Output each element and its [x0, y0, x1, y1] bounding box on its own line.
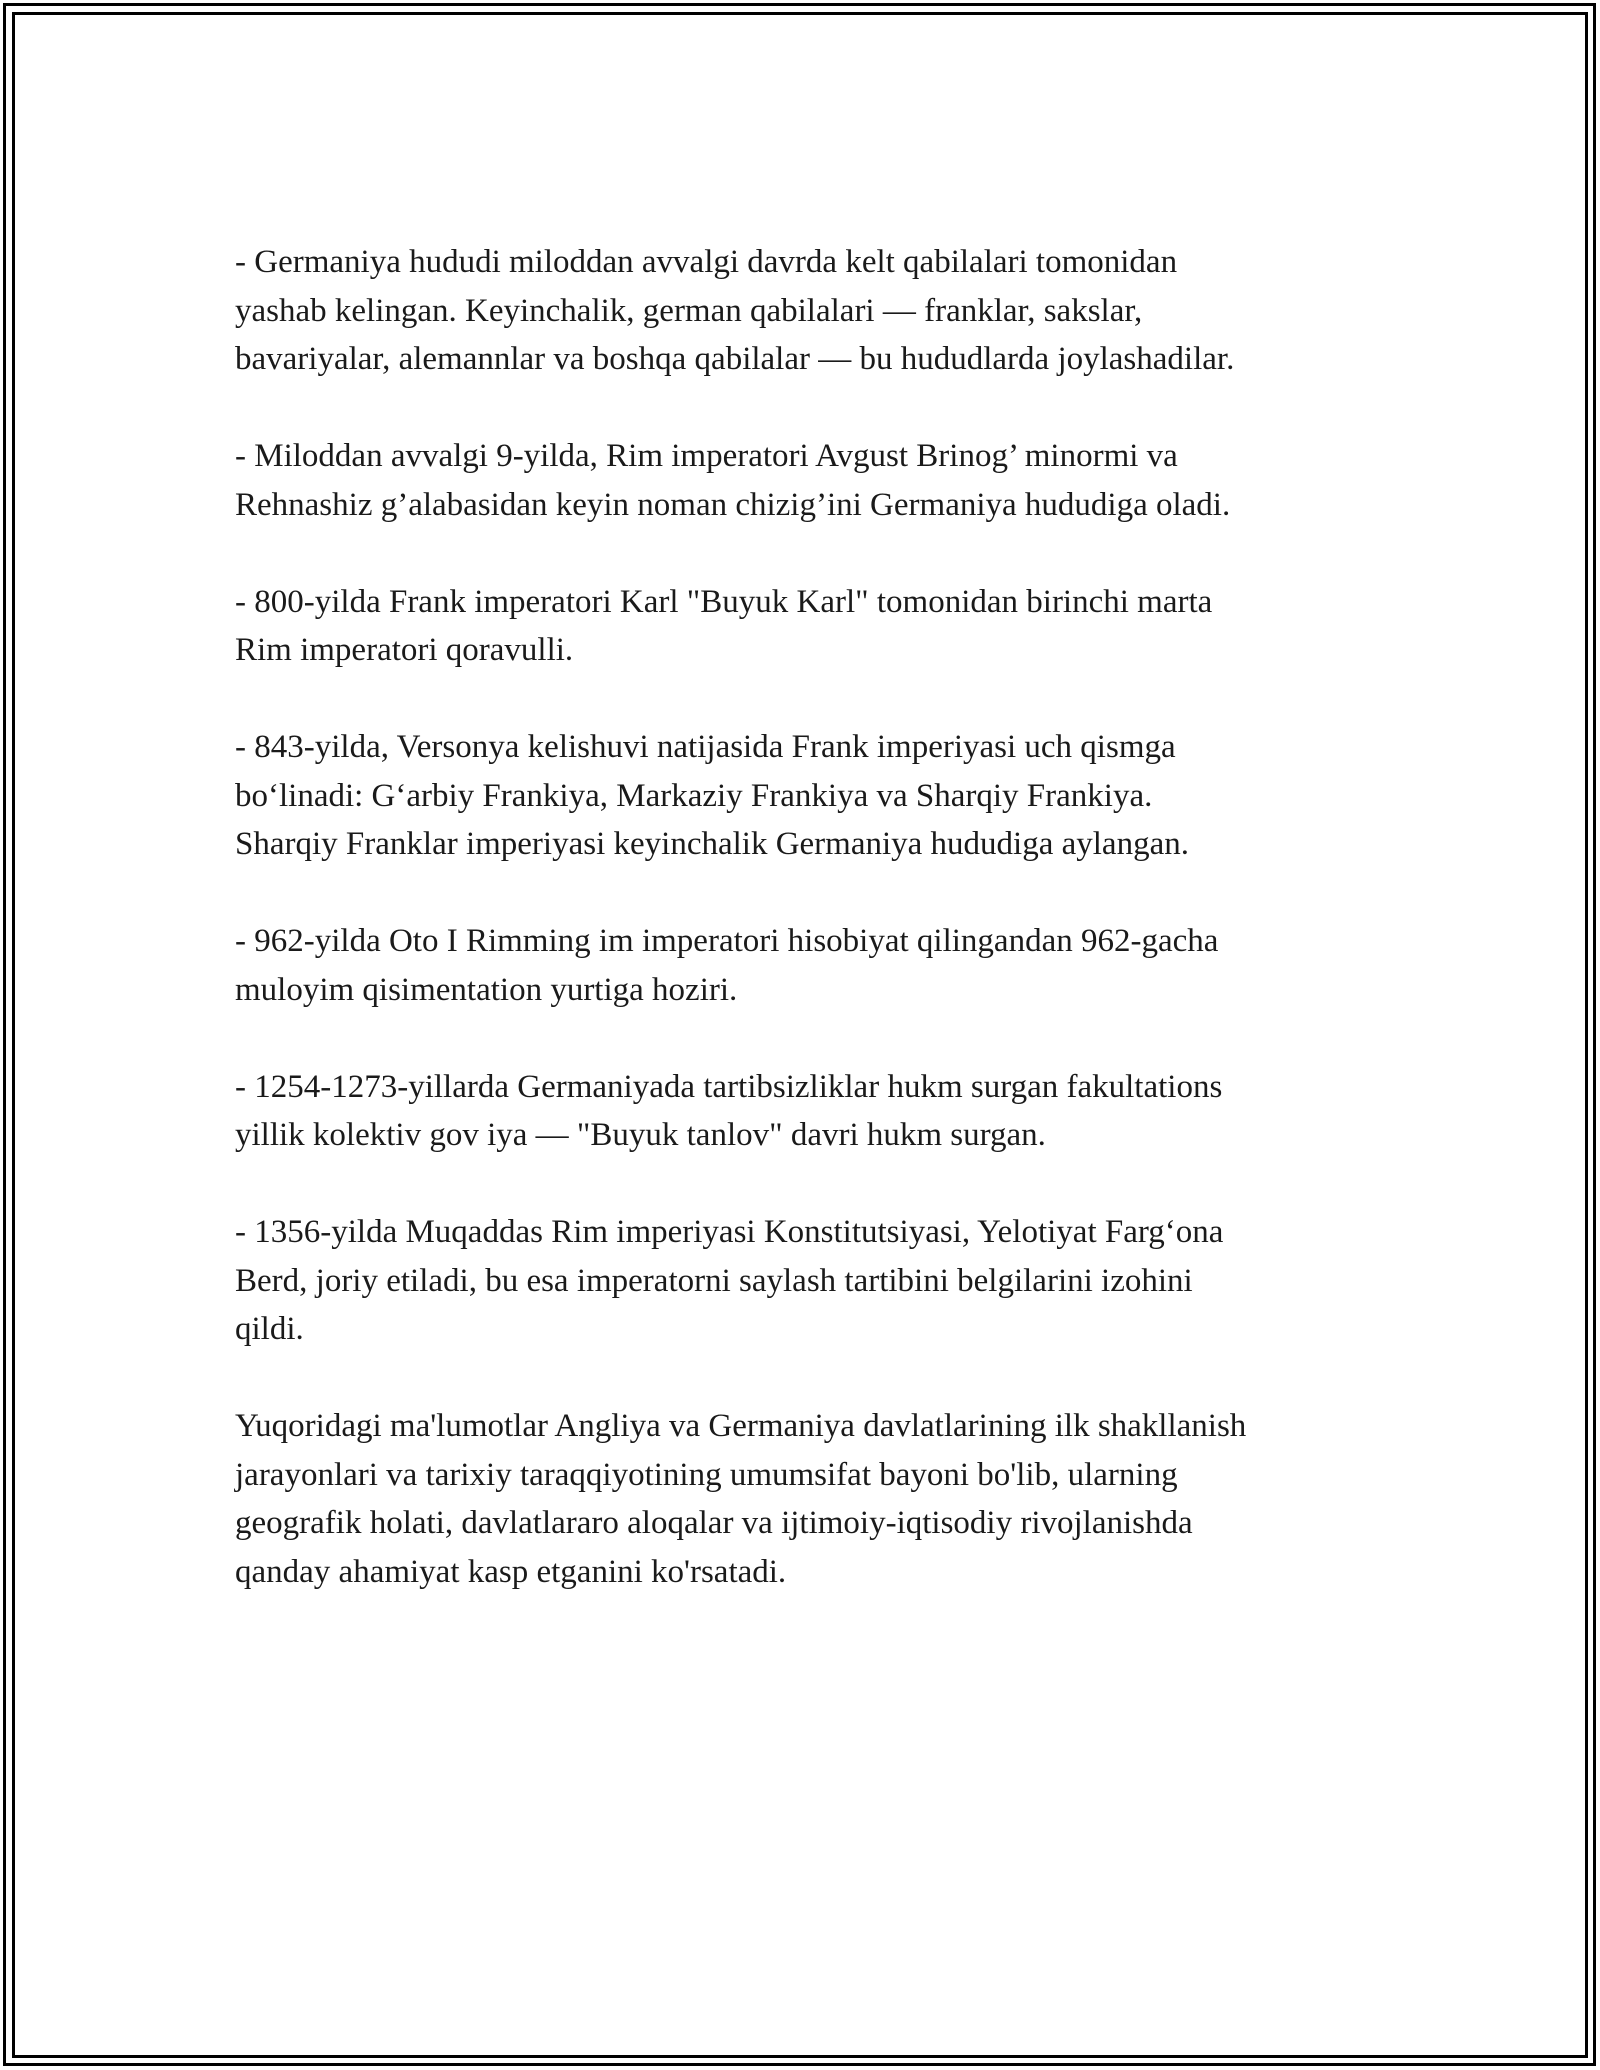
- text-line: Yuqoridagi ma'lumotlar Angliya va Germaniya davlatlarining ilk shakllanish: [235, 1408, 1247, 1444]
- text-line: qanday ahamiyat kasp etganini ko'rsatadi.: [235, 1553, 787, 1590]
- text-line: - 1254-1273-yillarda Germaniyada tartibsizliklar hukm surgan fakultations: [235, 1068, 1223, 1105]
- text-line: qildi.: [235, 1311, 304, 1347]
- text-line: - 843-yilda, Versonya kelishuvi natijasida Frank imperiyasi uch qismga: [235, 729, 1176, 765]
- paragraph-800: [235, 578, 1385, 675]
- text-line: - 1356-yilda Muqaddas Rim imperiyasi Konstitutsiyasi, Yelotiyat Farg‘ona: [235, 1214, 1224, 1250]
- paragraph-9-ad: [235, 432, 1385, 529]
- paragraph-germanic-tribes: [235, 238, 1385, 384]
- text-line: - Miloddan avvalgi 9-yilda, Rim imperatori Avgust Brinog’ minormi va: [235, 438, 1178, 474]
- text-line: jarayonlari va tarixiy taraqqiyotining umumsifat bayoni bo'lib, ularning: [235, 1456, 1178, 1493]
- text-line: yillik kolektiv gov iya — "Buyuk tanlov" davri hukm surgan.: [235, 1117, 1046, 1153]
- text-line: Sharqiy Franklar imperiyasi keyinchalik Germaniya hududiga aylangan.: [235, 826, 1189, 862]
- text-line: Rehnashiz g’alabasidan keyin noman chizig’ini Germaniya hududiga oladi.: [235, 486, 1231, 523]
- text-line: - 800-yilda Frank imperatori Karl "Buyuk Karl" tomonidan birinchi marta: [235, 583, 1213, 620]
- text-line: bavariyalar, alemannlar va boshqa qabilalar — bu hududlarda joylashadilar.: [235, 341, 1235, 377]
- document-body: [235, 238, 1385, 1596]
- paragraph-conclusion: [235, 1402, 1385, 1596]
- text-line: geografik holati, davlatlararo aloqalar va ijtimoiy-iqtisodiy rivojlanishda: [235, 1505, 1193, 1541]
- paragraph-843: [235, 723, 1385, 869]
- paragraph-1254-1273: [235, 1063, 1385, 1160]
- text-line: Berd, joriy etiladi, bu esa imperatorni saylash tartibini belgilarini izohini: [235, 1262, 1193, 1299]
- text-line: Rim imperatori qoravulli.: [235, 632, 574, 668]
- text-line: bo‘linadi: G‘arbiy Frankiya, Markaziy Frankiya va Sharqiy Frankiya.: [235, 777, 1153, 814]
- paragraph-962: [235, 917, 1385, 1014]
- text-line: muloyim qisimentation yurtiga hoziri.: [235, 971, 738, 1008]
- text-line: yashab kelingan. Keyinchalik, german qabilalari — franklar, sakslar,: [235, 292, 1143, 329]
- paragraph-1356: [235, 1208, 1385, 1354]
- text-line: - 962-yilda Oto I Rimming im imperatori hisobiyat qilingandan 962-gacha: [235, 923, 1219, 959]
- text-line: - Germaniya hududi miloddan avvalgi davrda kelt qabilalari tomonidan: [235, 244, 1178, 280]
